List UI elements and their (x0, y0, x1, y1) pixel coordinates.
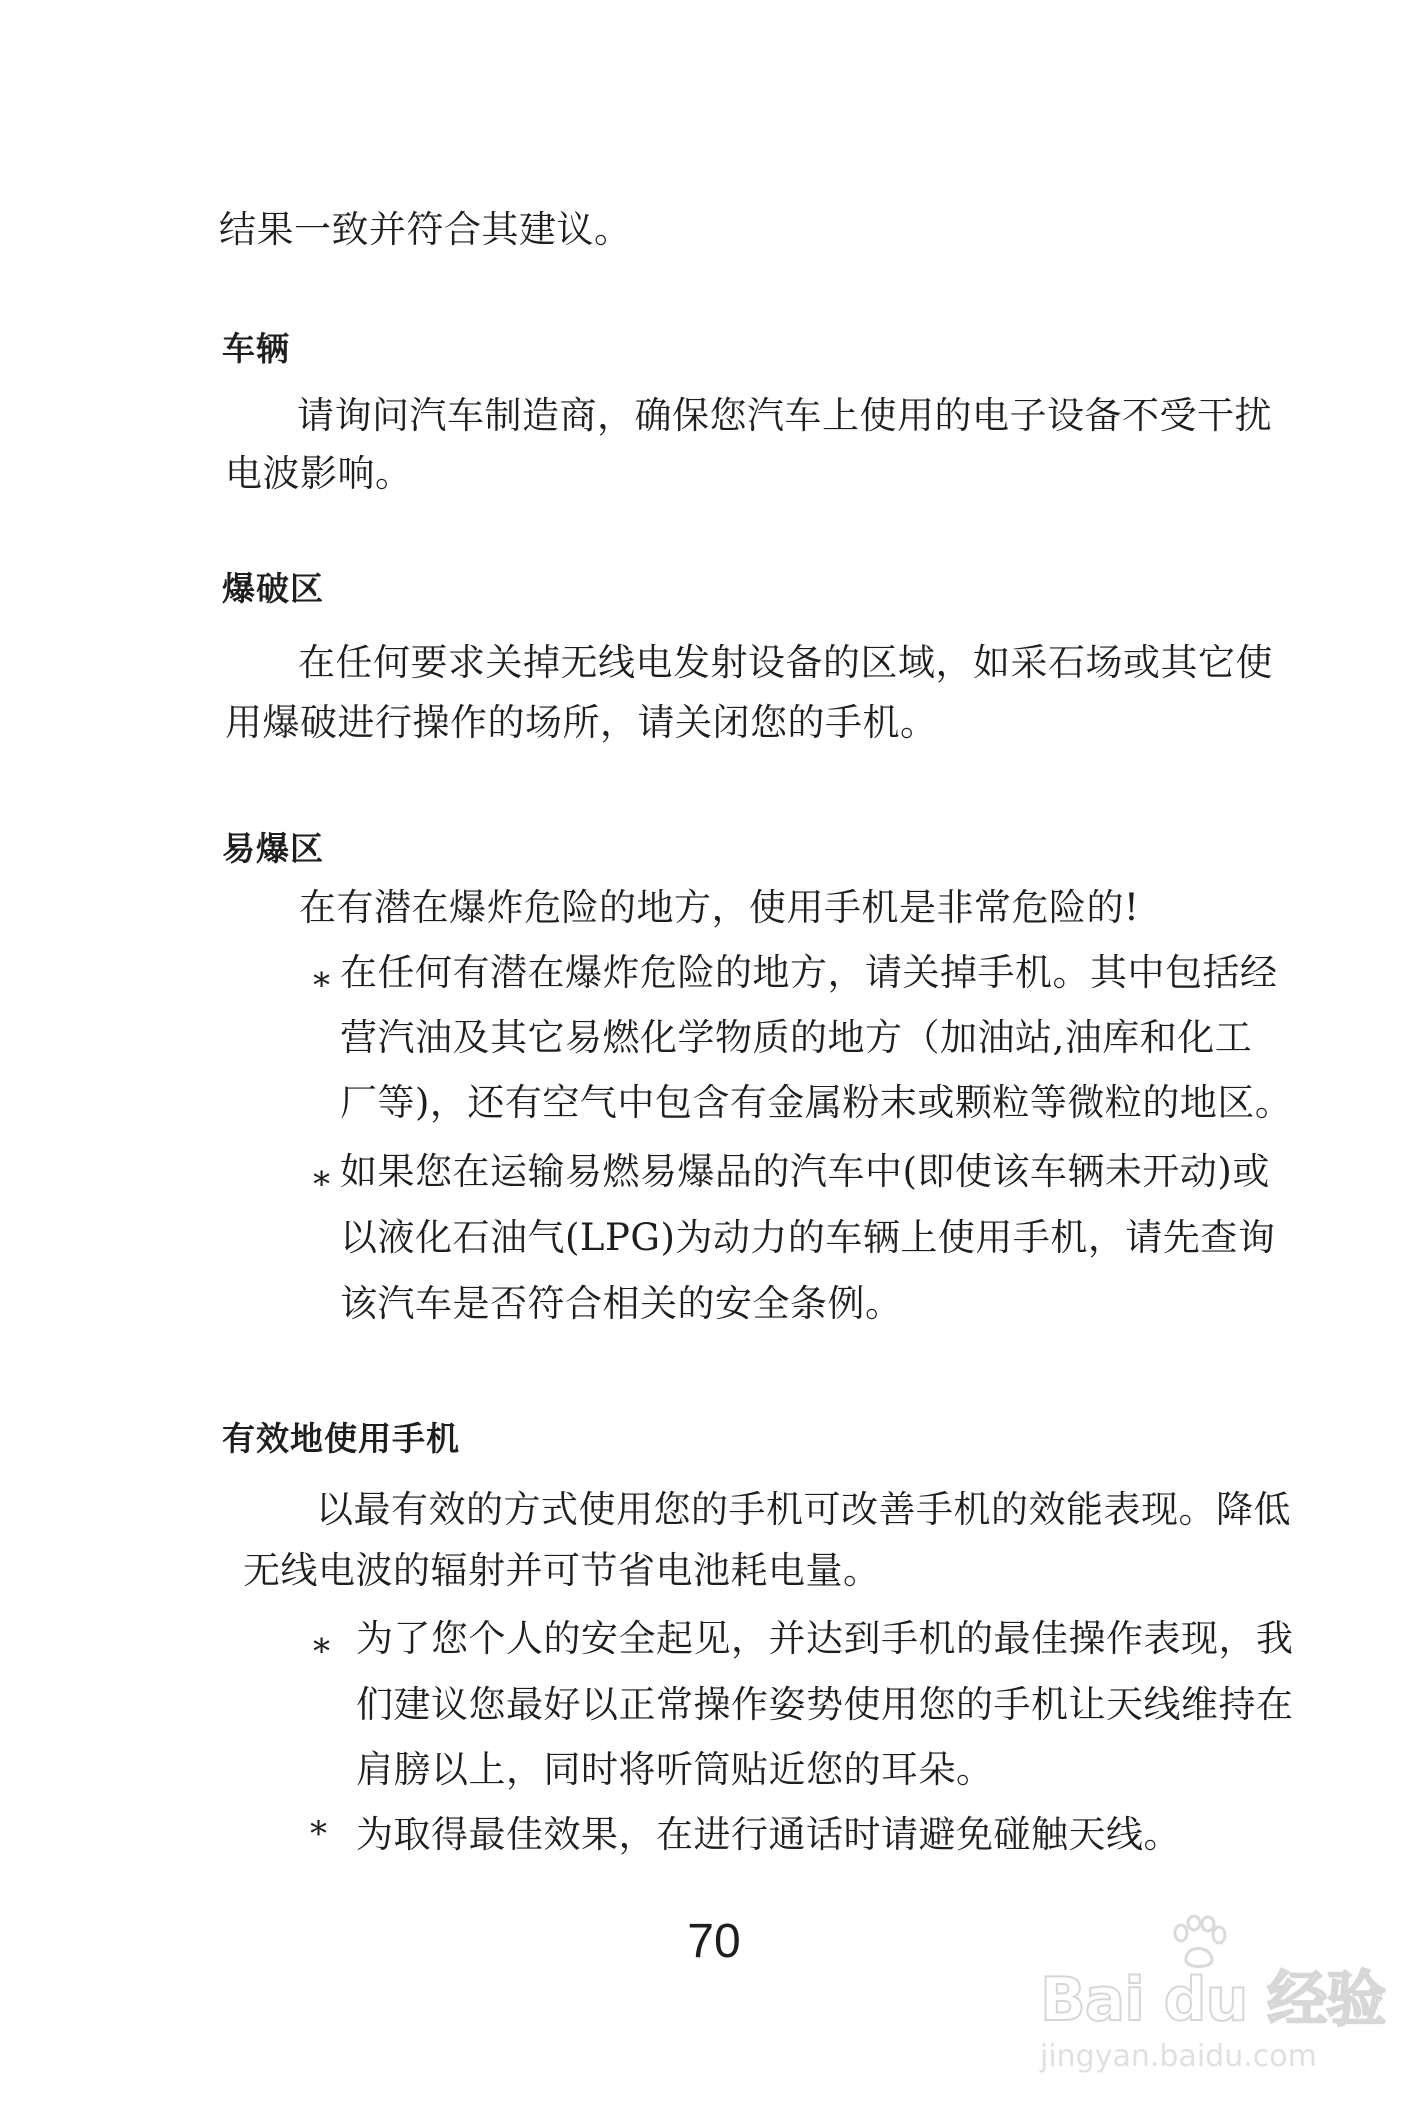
efficient-paragraph-line-1: 以最有效的方式使用您的手机可改善手机的效能表现。降低 (316, 1488, 1291, 1531)
explosive-heading: 易爆区 (222, 829, 324, 868)
intro-line: 结果一致并符合其建议。 (219, 208, 632, 251)
explosive-bullet-2-line-3: 该汽车是否符合相关的安全条例。 (340, 1282, 903, 1325)
watermark-logo: Bai du 经验 (1040, 1965, 1386, 2035)
efficient-paragraph-line-2: 无线电波的辐射并可节省电池耗电量。 (243, 1549, 881, 1592)
bullet-mark: ∗ (310, 1625, 334, 1665)
paw-icon (1168, 1915, 1228, 1971)
explosive-intro: 在有潜在爆炸危险的地方，使用手机是非常危险的! (299, 886, 1140, 929)
efficient-bullet-2-line-1: 为取得最佳效果，在进行通话时请避免碰触天线。 (356, 1813, 1181, 1856)
efficient-use-heading: 有效地使用手机 (222, 1419, 460, 1458)
blasting-heading: 爆破区 (222, 569, 324, 608)
explosive-bullet-1-line-1: 在任何有潜在爆炸危险的地方，请关掉手机。其中包括经 (340, 951, 1278, 994)
efficient-bullet-1-line-3: 肩膀以上，同时将听筒贴近您的耳朵。 (356, 1748, 994, 1791)
watermark-url: jingyan.baidu.com (1040, 2039, 1317, 2074)
blasting-paragraph-line-2: 用爆破进行操作的场所，请关闭您的手机。 (225, 701, 938, 744)
efficient-bullet-1-line-2: 们建议您最好以正常操作姿势使用您的手机让天线维持在 (356, 1683, 1294, 1726)
vehicles-paragraph-line-2: 电波影响。 (225, 452, 413, 495)
vehicles-heading: 车辆 (222, 329, 290, 368)
bullet-mark: ∗ (310, 1158, 334, 1198)
explosive-bullet-1-line-2: 营汽油及其它易燃化学物质的地方（加油站,油库和化工 (340, 1016, 1253, 1059)
explosive-bullet-1-line-3: 厂等)，还有空气中包含有金属粉末或颗粒等微粒的地区。 (340, 1081, 1293, 1124)
baidu-jingyan-watermark (1040, 1915, 1386, 2080)
explosive-bullet-2-line-1: 如果您在运输易燃易爆品的汽车中(即使该车辆未开动)或 (340, 1150, 1270, 1193)
blasting-paragraph-line-1: 在任何要求关掉无线电发射设备的区域，如采石场或其它使 (298, 641, 1273, 684)
efficient-bullet-1-line-1: 为了您个人的安全起见，并达到手机的最佳操作表现，我 (356, 1617, 1294, 1660)
bullet-mark: ∗ (310, 959, 334, 999)
page-number: 70 (687, 1915, 741, 1968)
bullet-mark: * (310, 1814, 327, 1854)
vehicles-paragraph-line-1: 请询问汽车制造商，确保您汽车上使用的电子设备不受干扰 (297, 394, 1272, 437)
explosive-bullet-2-line-2: 以液化石油气(LPG)为动力的车辆上使用手机，请先查询 (340, 1216, 1276, 1259)
